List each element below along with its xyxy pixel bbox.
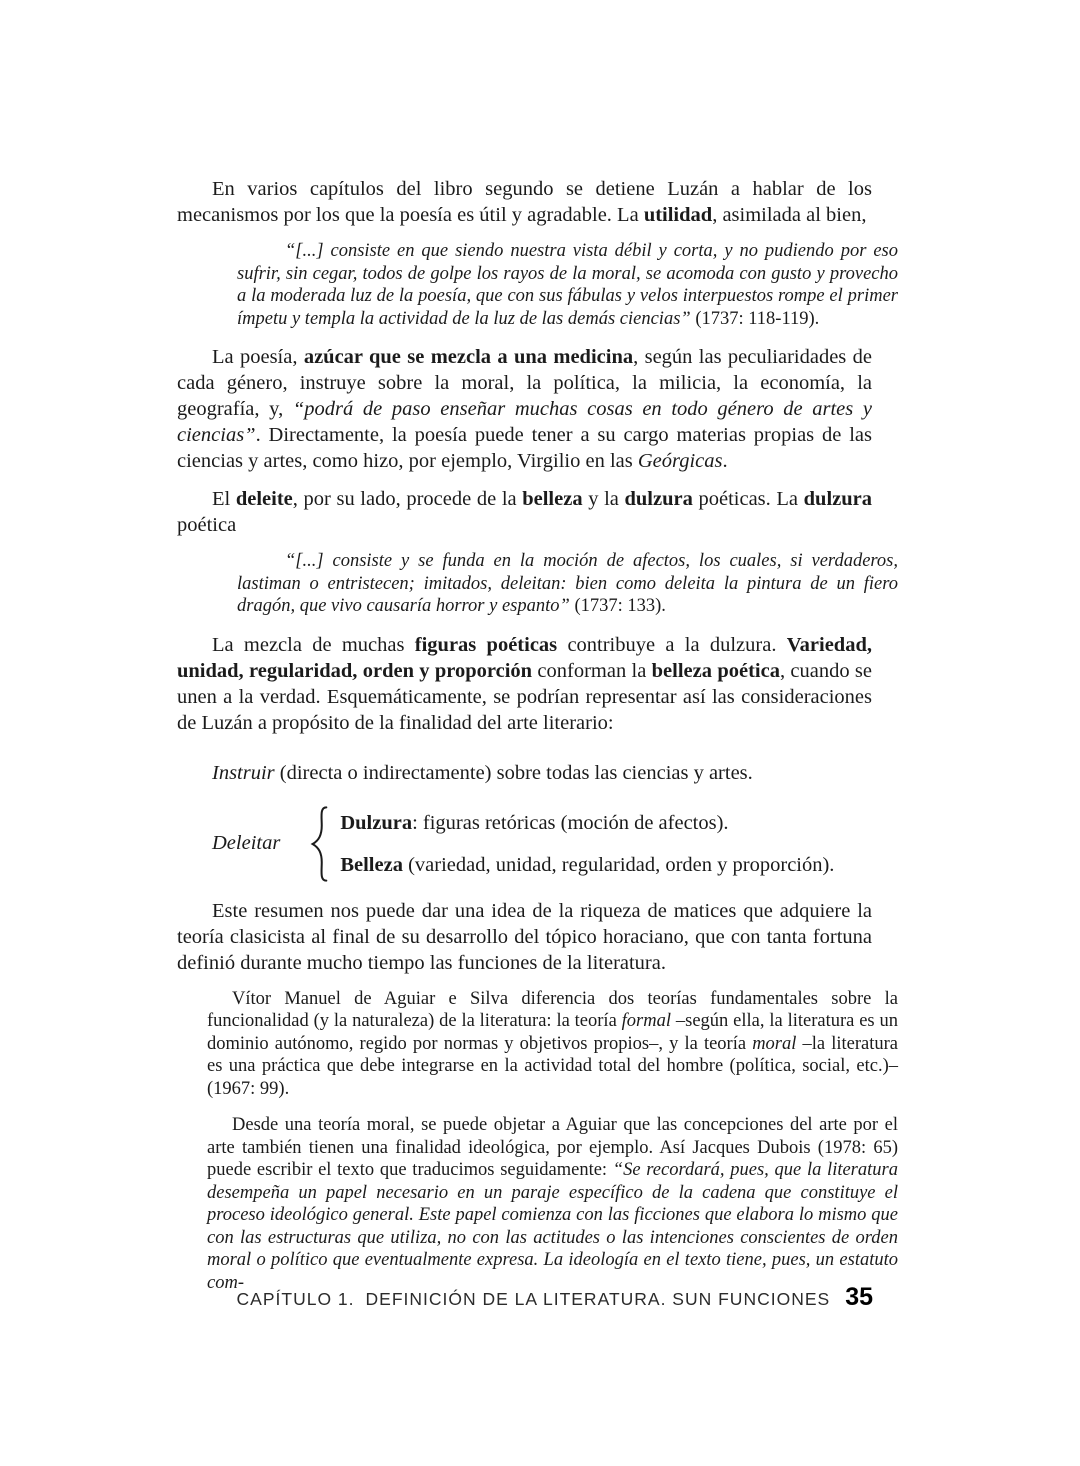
text-segment: El	[212, 488, 236, 510]
text-segment: .	[722, 450, 728, 472]
text-segment: , según las peculiaridades de cada género, instruye sobre la moral, la política, la milicia, la economía, la geografía, y,	[177, 346, 872, 420]
body-paragraph-1	[177, 176, 898, 228]
page-content	[177, 176, 898, 1294]
text-segment: Este resumen nos puede dar una idea de la riqueza de matices que adquiere la teoría clasicista al final de su desarrollo del tópico horaciano, que con tanta fortuna definió durante mucho tiempo las funciones de la literatura.	[177, 899, 872, 974]
text-segment: y la	[582, 488, 625, 510]
body-paragraph-3	[177, 486, 898, 538]
body-paragraph-4	[177, 632, 898, 736]
text-segment: figuras poéticas	[414, 633, 558, 656]
text-segment: Dulzura	[340, 811, 413, 834]
scheme-deleitar-label: Deleitar	[212, 832, 281, 854]
text-segment: Desde una teoría moral, se puede objetar a Aguiar que las concepciones del arte por el arte también tienen una finalidad ideológica, por ejemplo. Así Jacques Dubois (1978: 65) puede escribir el texto que traducimos seguidamente:	[207, 1115, 898, 1180]
body-paragraph-2	[177, 344, 898, 474]
text-segment: (variedad, unidad, regularidad, orden y proporción).	[402, 853, 835, 876]
cited-note-paragraph-2	[207, 1114, 898, 1294]
text-segment: deleite	[235, 488, 293, 510]
text-segment: Variedad, unidad, regularidad, orden y proporción	[177, 633, 872, 682]
text-segment: . Directamente, la poesía puede tener a su cargo materias propias de las ciencias y artes, como hizo, por ejemplo, Virgilio en las	[177, 424, 872, 472]
text-segment: “[...] consiste y se funda en la moción de afectos, los cuales, si verdaderos, lastiman o entristecen; imitados, deleitan: bien como deleita la pintura de un fiero dragón, que vivo causaría horror y espanto”	[237, 551, 898, 616]
running-title: DEFINICIÓN DE LA LITERATURA. SUN FUNCIONES	[365, 1289, 831, 1309]
text-segment: “[...] consiste en que siendo nuestra vista débil y corta, y no pudiendo por eso sufrir, sin cegar, todos de golpe los rayos de la moral, se acomoda con gusto y provecho a la moderada luz de la poesía, que con sus fábulas y velos interpuestos rompe el primer ímpetu y templa la actividad de la luz de las demás ciencias”	[237, 241, 898, 329]
text-segment: dulzura	[803, 488, 872, 510]
chapter-label: CAPÍTULO 1.	[236, 1289, 355, 1309]
text-segment: moral	[752, 1033, 797, 1054]
block-quote-2	[237, 550, 898, 618]
scheme-deleitar-row	[212, 804, 898, 884]
scheme-items	[340, 810, 834, 878]
page-number: 35	[845, 1283, 873, 1311]
text-segment: contribuye a la dulzura.	[557, 633, 787, 656]
text-segment: poética	[177, 514, 237, 536]
text-segment: : figuras retóricas (moción de afectos).	[412, 811, 729, 834]
text-segment: “Se recordará, pues, que la literatura desempeña un papel necesario en un paraje específico de la cadena que constituye el proceso ideológico general. Este papel comienza con las ficciones que elabora lo mismo que con las estructuras que utiliza, no con las actitudes o las intenciones conscientes de orden moral o político que eventualmente expresa. La ideología en el texto tiene, pues, un estatuto com-	[207, 1160, 898, 1293]
text-segment: belleza	[522, 488, 583, 510]
text-segment: belleza poética	[651, 659, 780, 682]
cited-note-paragraph-1	[207, 988, 898, 1101]
block-quote-1	[237, 240, 898, 330]
text-segment: Vítor Manuel de Aguiar e Silva diferencia dos teorías fundamentales sobre la funcionalidad (y la naturaleza) de la literatura: la teoría	[207, 988, 898, 1031]
text-segment: “podrá de paso enseñar muchas cosas en todo género de artes y ciencias”	[177, 398, 872, 446]
text-segment: dulzura	[624, 488, 693, 510]
text-segment: (1737: 133).	[569, 596, 666, 616]
text-segment: conforman la	[532, 659, 652, 682]
text-segment: , por su lado, procede de la	[292, 488, 523, 510]
text-segment: , cuando se unen a la verdad. Esquemáticamente, se podrían representar así las consideraciones de Luzán a propósito de la finalidad del arte literario:	[177, 659, 873, 734]
scheme-diagram	[177, 760, 898, 884]
text-segment: (directa o indirectamente) sobre todas las ciencias y artes.	[274, 761, 753, 784]
text-segment: La mezcla de muchas	[212, 633, 415, 656]
text-segment: Geórgicas	[637, 450, 723, 472]
scheme-item-belleza	[340, 852, 834, 878]
text-segment: La poesía,	[212, 346, 304, 368]
text-segment: (1737: 118-119).	[690, 308, 820, 329]
text-segment: poéticas. La	[692, 488, 804, 510]
text-segment: –según ella, la literatura es un dominio autónomo, regido por normas y objetivos propios–, y la teoría	[207, 1011, 898, 1054]
scheme-item-dulzura	[340, 810, 834, 836]
text-segment: En varios capítulos del libro segundo se detiene Luzán a hablar de los mecanismos por los que la poesía es útil y agradable. La	[177, 178, 872, 226]
text-segment: azúcar que se mezcla a una medicina	[303, 346, 634, 368]
text-segment: Instruir	[212, 761, 275, 784]
body-paragraph-5	[177, 898, 898, 976]
scheme-instruir-line	[177, 760, 898, 786]
text-segment: , asimilada al bien,	[712, 204, 867, 226]
text-segment: utilidad	[643, 204, 713, 226]
text-segment: Belleza	[340, 853, 403, 876]
text-segment: formal	[621, 1011, 671, 1031]
left-brace-icon	[308, 804, 330, 884]
text-segment: –la literatura es una práctica que debe integrarse en la actividad total del hombre (política, social, etc.)– (1967: 99).	[207, 1033, 898, 1099]
page-footer	[237, 1283, 873, 1312]
